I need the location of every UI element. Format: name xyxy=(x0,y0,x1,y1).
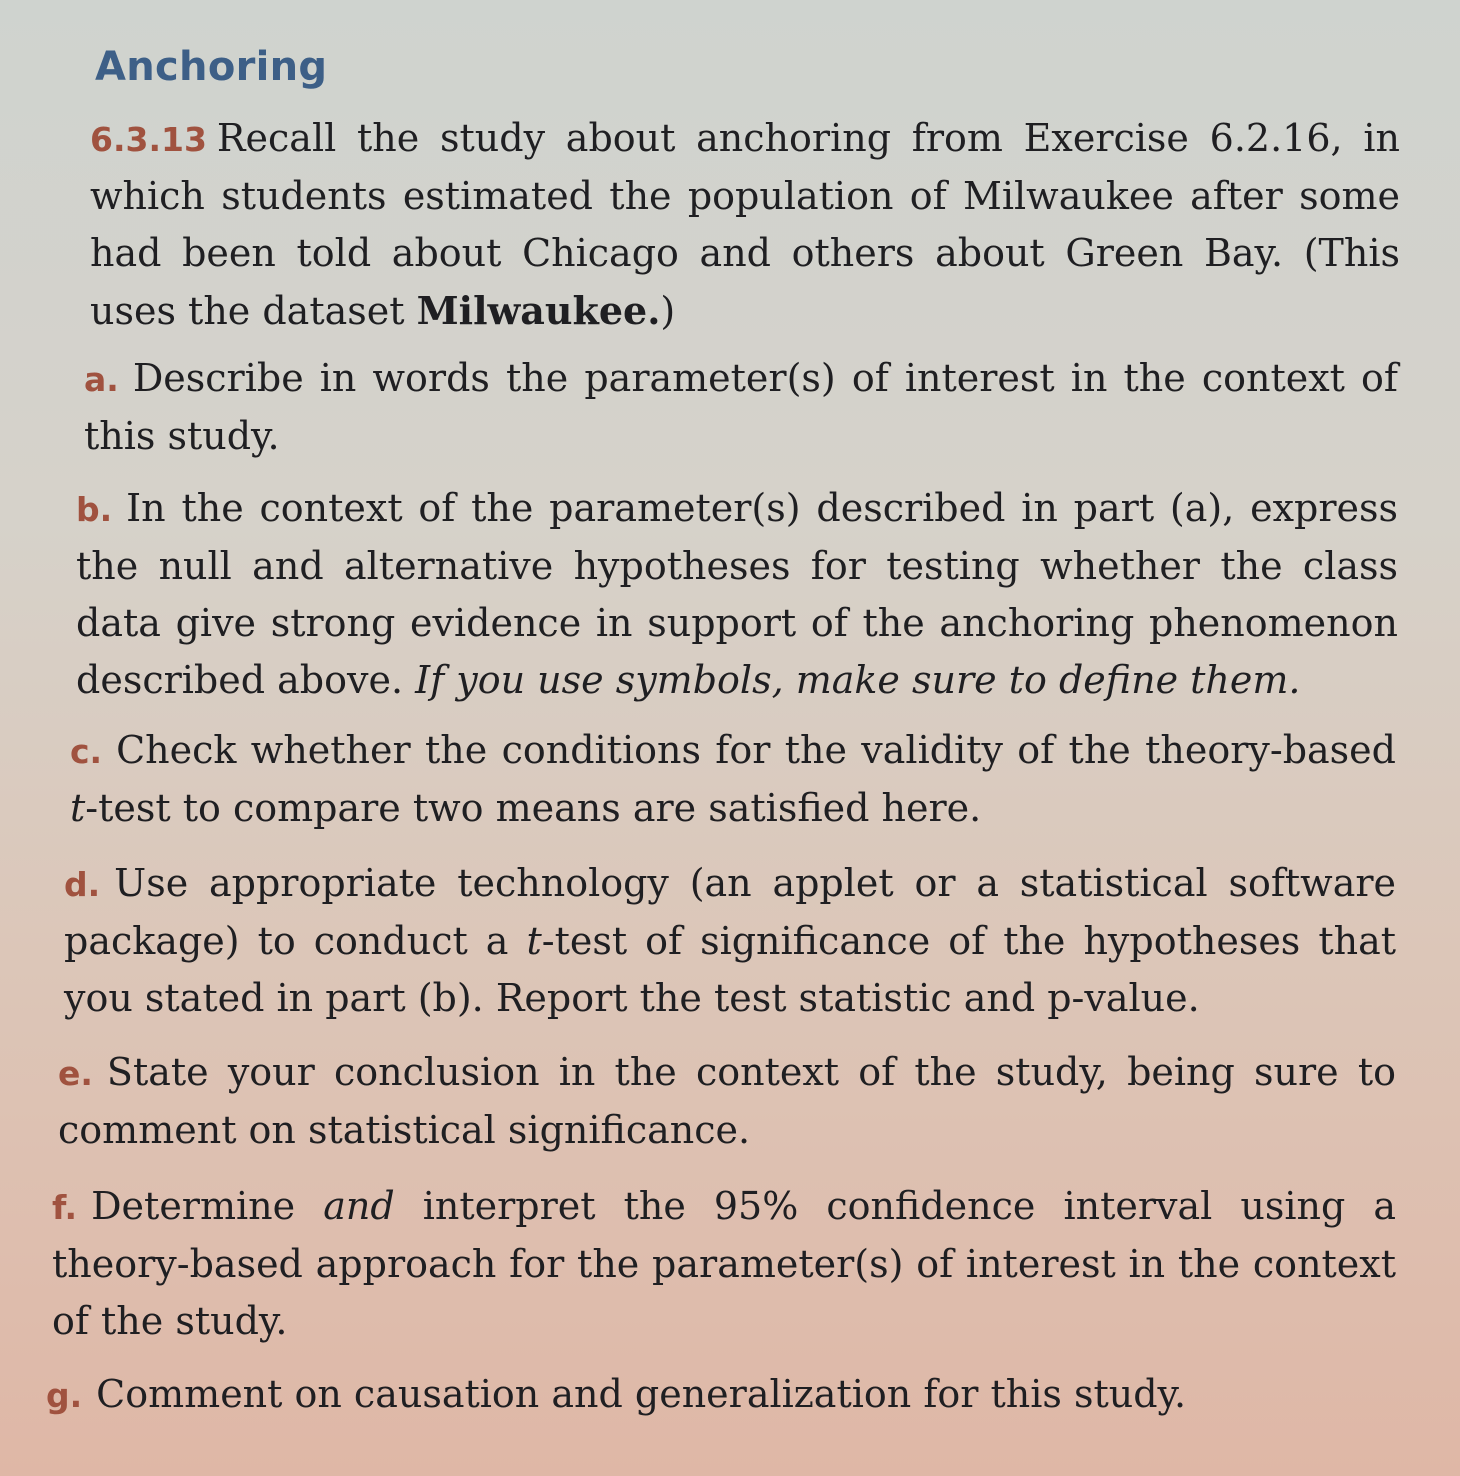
part-b-label: b. xyxy=(76,490,113,529)
part-g xyxy=(46,1366,1396,1424)
part-d xyxy=(64,855,1396,1027)
part-c-label: c. xyxy=(70,732,103,771)
part-e-label: e. xyxy=(58,1054,93,1093)
part-f-text-end: interpret the 95% confidence interval using a theory-based approach for the parameter(s) of interest in the context of the study. xyxy=(52,1184,1396,1343)
part-b-text: In the context of the parameter(s) described in part (a), express the null and alternative hypotheses for testing whether the class data give strong evidence in support of the anchoring phenomenon described above. xyxy=(76,486,1398,702)
part-a-label: a. xyxy=(84,360,119,399)
part-c xyxy=(70,722,1396,837)
part-g-label: g. xyxy=(46,1376,83,1415)
part-g-text: Comment on causation and generalization for this study. xyxy=(96,1372,1187,1416)
part-c-t-symbol: t xyxy=(70,786,86,830)
part-e-text: State your conclusion in the context of the study, being sure to comment on statistical significance. xyxy=(58,1050,1396,1152)
exercise-intro xyxy=(90,110,1400,340)
part-a xyxy=(84,350,1398,465)
part-f-text: Determine xyxy=(91,1184,324,1228)
part-d-label: d. xyxy=(64,865,101,904)
part-f xyxy=(52,1178,1396,1350)
part-f-label: f. xyxy=(52,1188,78,1227)
part-c-text-end: -test to compare two means are satisfied here. xyxy=(85,786,982,830)
dataset-name: Milwaukee. xyxy=(416,288,661,333)
part-b-italic-note: If you use symbols, make sure to define them. xyxy=(415,658,1301,702)
part-d-text: Use appropriate technology (an applet or a statistical software package) to conduct a xyxy=(64,861,1396,963)
exercise-text-end: ) xyxy=(660,289,676,333)
part-d-t-symbol: t xyxy=(526,919,542,963)
part-a-text: Describe in words the parameter(s) of interest in the context of this study. xyxy=(84,356,1398,458)
part-d-text-end: -test of significance of the hypotheses that you stated in part (b). Report the test statistic and p-value. xyxy=(64,919,1396,1020)
part-e xyxy=(58,1044,1396,1159)
section-heading: Anchoring xyxy=(95,44,328,90)
part-f-italic-and: and xyxy=(323,1184,395,1228)
exercise-text: Recall the study about anchoring from Exercise 6.2.16, in which students estimated the population of Milwaukee after some had been told about Chicago and others about Green Bay. (This uses the dataset xyxy=(90,116,1400,333)
part-b xyxy=(76,480,1398,709)
exercise-number: 6.3.13 xyxy=(90,120,207,159)
part-c-text: Check whether the conditions for the validity of the theory-based xyxy=(116,728,1396,772)
